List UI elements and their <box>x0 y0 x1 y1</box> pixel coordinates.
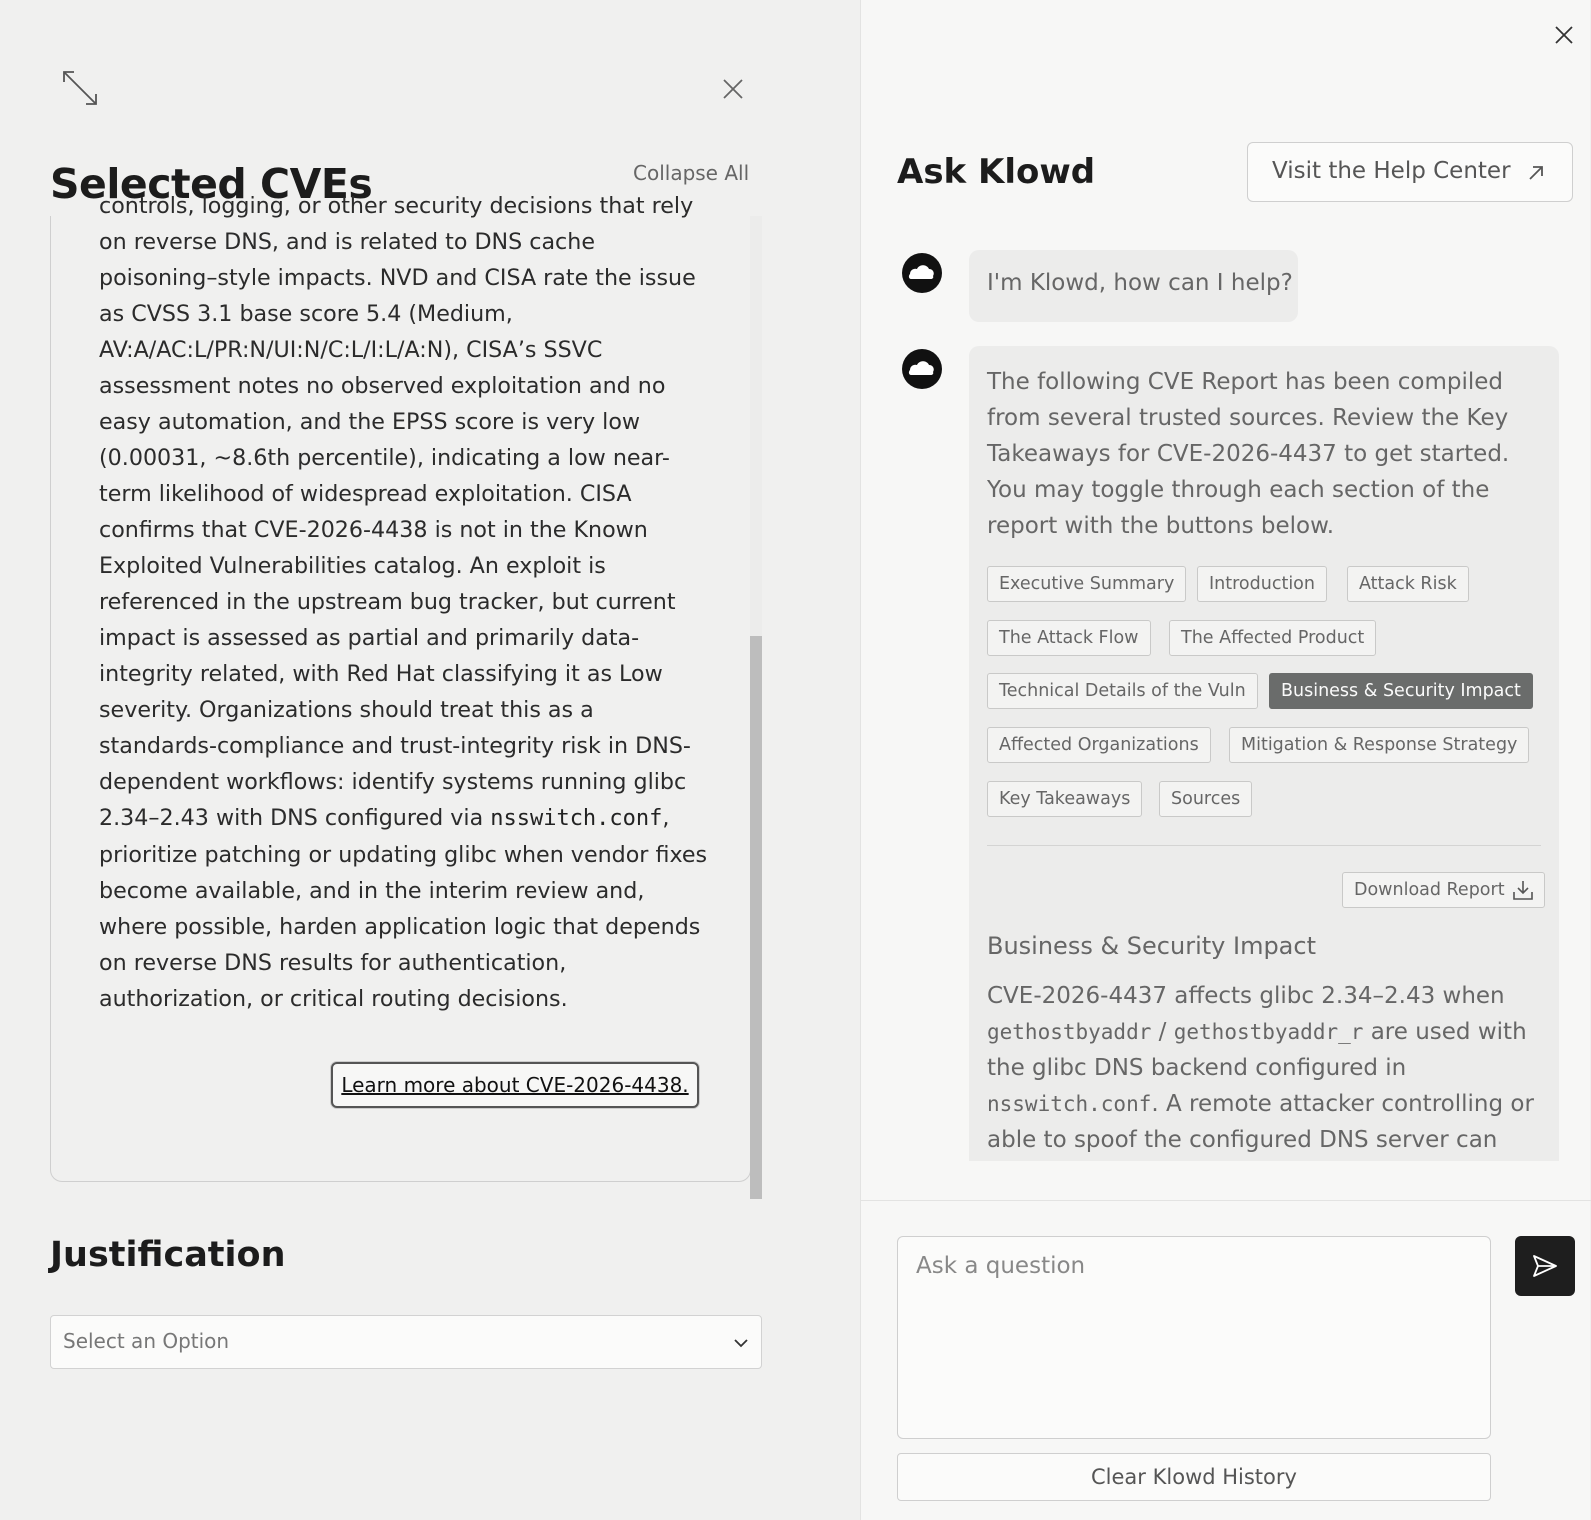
download-report-button[interactable] <box>1342 872 1545 908</box>
klowd-avatar-icon <box>901 348 943 390</box>
learn-more-button[interactable]: Learn more about CVE-2026-4438. <box>331 1062 699 1108</box>
section-title: Business & Security Impact <box>987 932 1316 960</box>
help-center-button[interactable] <box>1247 142 1573 202</box>
ask-question-input[interactable] <box>897 1236 1491 1439</box>
tab-key-takeaways[interactable]: Key Takeaways <box>987 781 1142 817</box>
expand-icon[interactable] <box>60 68 100 108</box>
page-title: Selected CVEs <box>50 160 373 208</box>
send-button[interactable] <box>1515 1236 1575 1296</box>
tab-affected-product[interactable]: The Affected Product <box>1169 620 1376 656</box>
tab-attack-risk[interactable]: Attack Risk <box>1347 566 1469 602</box>
external-link-icon <box>1526 163 1546 183</box>
tab-attack-flow[interactable]: The Attack Flow <box>987 620 1151 656</box>
inline-code: nsswitch.conf <box>987 1092 1152 1116</box>
report-intro: The following CVE Report has been compiled from several trusted sources. Review the Key Takeaways for CVE-2026-4437 to get started. You may toggle through each section of the report with the buttons below. <box>987 369 1510 539</box>
send-icon <box>1532 1254 1558 1278</box>
close-icon[interactable] <box>720 76 746 102</box>
tab-technical-details[interactable]: Technical Details of the Vuln <box>987 673 1258 709</box>
divider <box>987 845 1541 846</box>
download-icon <box>1512 879 1534 901</box>
close-icon[interactable] <box>1551 22 1577 48</box>
divider <box>861 1200 1591 1201</box>
select-placeholder: Select an Option <box>63 1329 230 1353</box>
cve-description-card <box>50 193 751 1182</box>
inline-code: gethostbyaddr_r <box>1173 1020 1364 1044</box>
cve-description-text: controls, logging, or other security decisions that rely on reverse DNS, and is related to DNS cache poisoning–style impacts. NVD and CISA rate the issue as CVSS 3.1 base score 5.4 (Medium, AV:A/AC:L/PR:N/UI:N/C:L/I:L/A:N), CISA’s SSVC assessment notes no observed exploitation and no easy automation, and the EPSS score is very low (0.00031, ~8.6th percentile), indicating a low near-term likelihood of widespread exploitation. CISA confirms that CVE-2026-4438 is not in the Known Exploited Vulnerabilities catalog. An exploit is referenced in the upstream bug tracker, but current impact is assessed as partial and primarily data-integrity related, with Red Hat classifying it as Low severity. Organizations should treat this as a standards-compliance and trust-integrity risk in DNS-dependent workflows: identify systems running glibc 2.34–2.43 with DNS configured via nsswitch.conf, prioritize patching or updating glibc when vendor fixes become available, and in the interim review and, where possible, harden application logic that depends on reverse DNS results for authentication, authorization, or critical routing decisions. <box>99 193 708 1012</box>
help-center-label: Visit the Help Center <box>1272 158 1511 184</box>
inline-code: nsswitch.conf <box>490 806 663 831</box>
tab-affected-organizations[interactable]: Affected Organizations <box>987 727 1211 763</box>
assistant-panel <box>860 0 1590 1520</box>
report-message <box>969 346 1559 1161</box>
collapse-all-button[interactable]: Collapse All <box>633 161 750 185</box>
section-body: CVE-2026-4437 affects glibc 2.34–2.43 when gethostbyaddr / gethostbyaddr_r are used with the glibc DNS backend configured in nsswitch.conf. A remote attacker controlling or able to spoof the configured DNS server can <box>987 983 1534 1153</box>
clear-history-button[interactable]: Clear Klowd History <box>897 1453 1491 1501</box>
justification-title: Justification <box>50 1235 286 1275</box>
tab-business-security-impact[interactable]: Business & Security Impact <box>1269 673 1533 709</box>
download-report-label: Download Report <box>1354 880 1505 900</box>
tab-sources[interactable]: Sources <box>1159 781 1252 817</box>
inline-code: gethostbyaddr <box>987 1020 1152 1044</box>
tab-mitigation-strategy[interactable]: Mitigation & Response Strategy <box>1229 727 1529 763</box>
chevron-down-icon <box>731 1332 751 1352</box>
scrollbar-thumb[interactable] <box>750 636 762 1199</box>
tab-executive-summary[interactable]: Executive Summary <box>987 566 1186 602</box>
greeting-message: I'm Klowd, how can I help? <box>969 250 1298 322</box>
assistant-title: Ask Klowd <box>897 152 1096 192</box>
tab-introduction[interactable]: Introduction <box>1197 566 1327 602</box>
justification-select[interactable] <box>50 1315 762 1369</box>
klowd-avatar-icon <box>901 252 943 294</box>
